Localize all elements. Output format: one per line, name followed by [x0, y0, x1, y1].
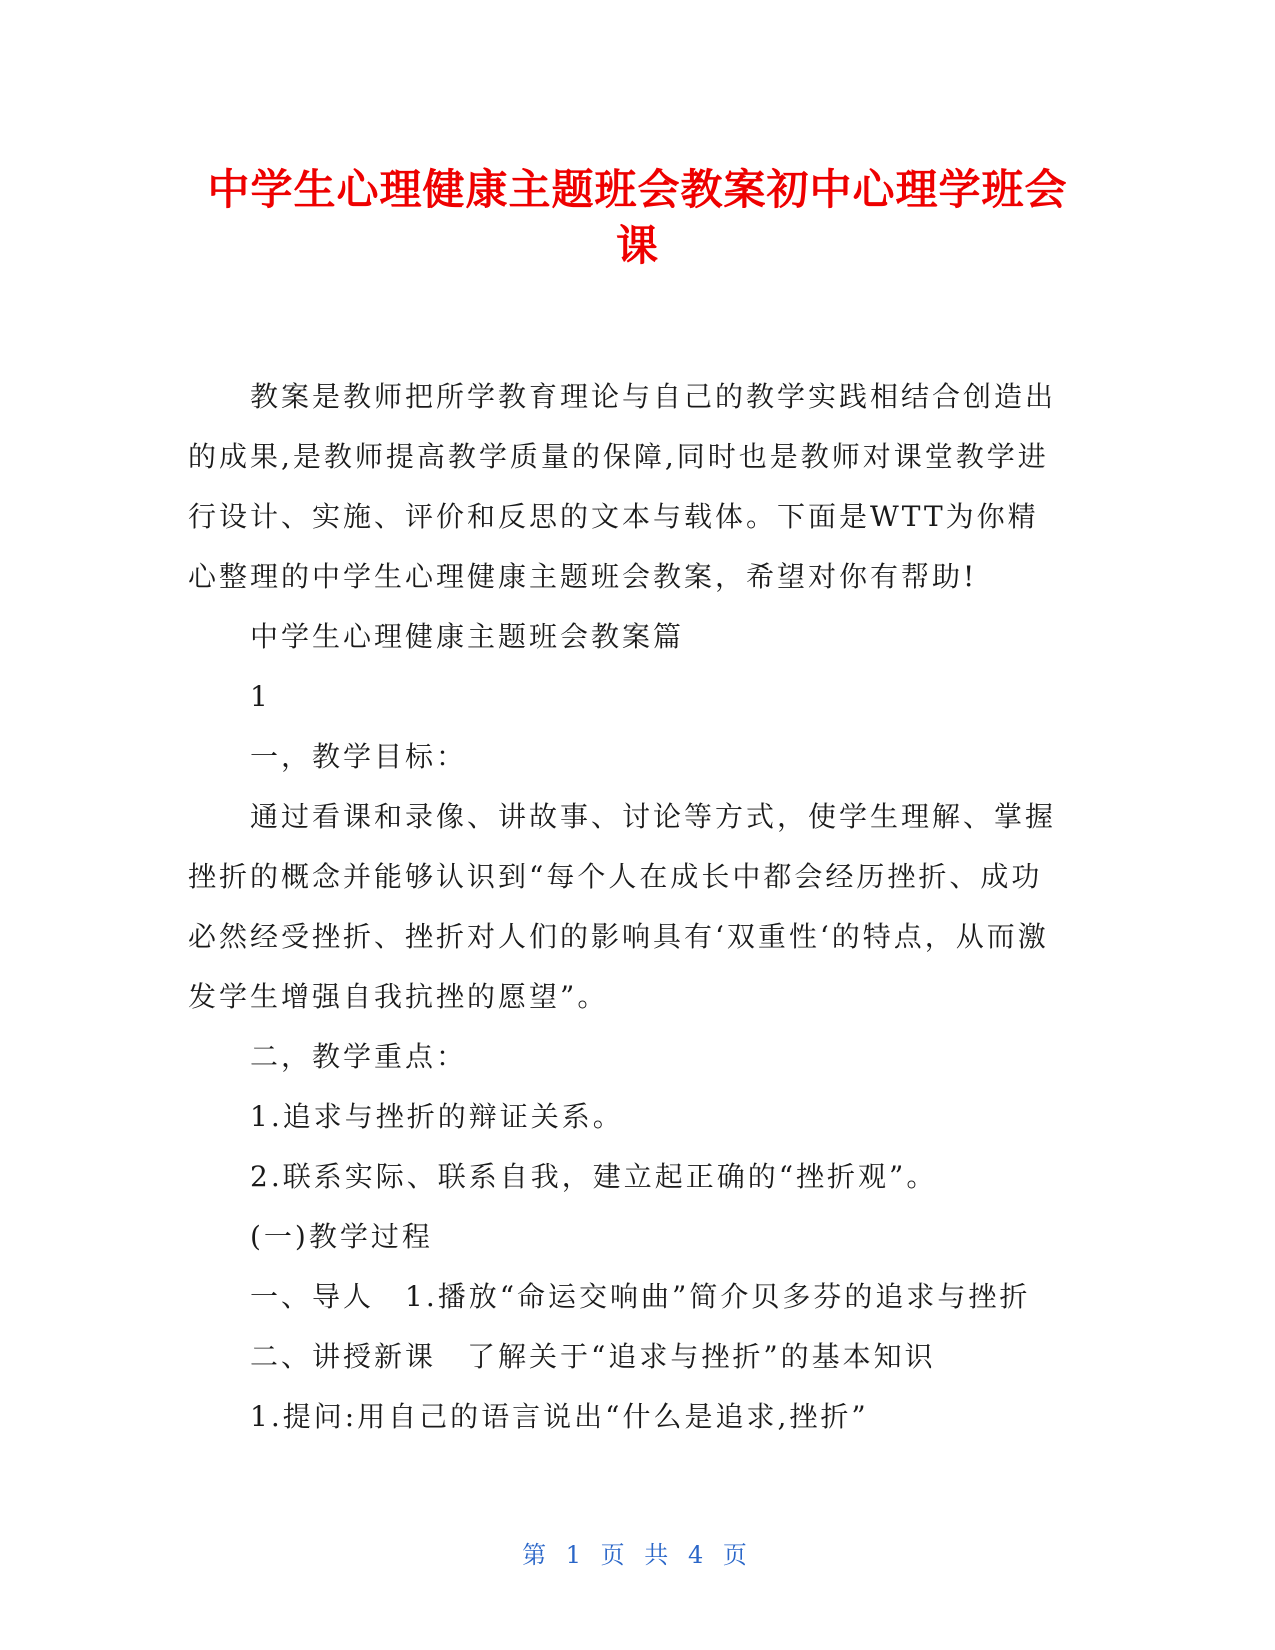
page-number: 第 1 页 共 4 页	[522, 1541, 753, 1569]
focus-item-2: 2.联系实际、联系自我，建立起正确的“挫折观”。	[250, 1160, 938, 1193]
heading-teaching-focus: 二，教学重点：	[250, 1040, 468, 1073]
section-number: 1	[250, 680, 271, 713]
heading-teaching-goals: 一，教学目标：	[250, 740, 468, 773]
title-line-2: 课	[615, 221, 659, 270]
title-line-1: 中学生心理健康主题班会教案初中心理学班会	[207, 165, 1068, 214]
document-title	[150, 162, 1125, 274]
intro-paragraph: 教案是教师把所学教育理论与自己的教学实践相结合创造出的成果,是教师提高教学质量的保障,同时也是教师对课堂教学进行设计、实施、评价和反思的文本与载体。下面是WTT为你精心整理的中学生心理健康主题班会教案，希望对你有帮助!	[188, 380, 1057, 593]
focus-item-1: 1.追求与挫折的辩证关系。	[250, 1100, 624, 1133]
process-step-2: 二、讲授新课 了解关于“追求与挫折”的基本知识	[250, 1340, 936, 1373]
goals-paragraph: 通过看课和录像、讲故事、讨论等方式，使学生理解、掌握挫折的概念并能够认识到“每个人在成长中都会经历挫折、成功必然经受挫折、挫折对人们的影响具有‘双重性‘的特点，从而激发学生增强自我抗挫的愿望”。	[188, 800, 1057, 1013]
page-footer	[0, 1535, 1275, 1570]
document-body	[188, 367, 1068, 1447]
process-step-1: 一、导人 1.播放“命运交响曲”简介贝多芬的追求与挫折	[250, 1280, 1031, 1313]
section-heading: 中学生心理健康主题班会教案篇	[250, 620, 685, 653]
heading-teaching-process: (一)教学过程	[250, 1220, 433, 1253]
process-question: 1.提问:用自己的语言说出“什么是追求,挫折”	[250, 1400, 869, 1433]
